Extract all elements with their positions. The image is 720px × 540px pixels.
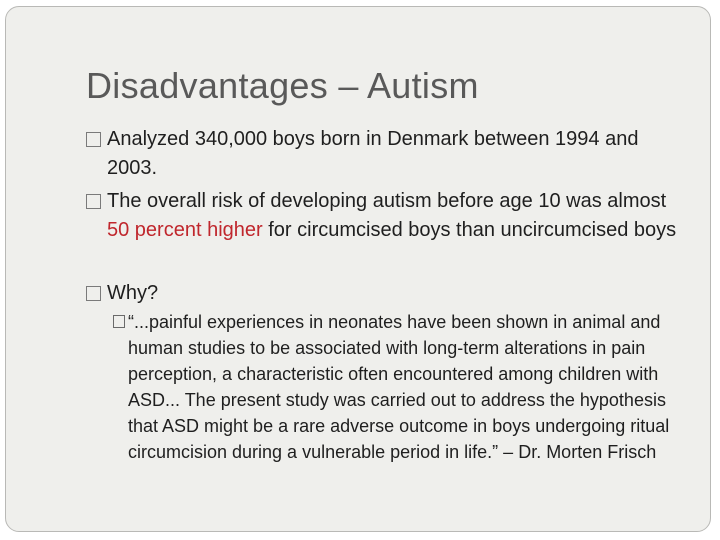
sub-bullet-quote [113, 309, 688, 465]
bullet-text: Why? [107, 282, 159, 304]
checkbox-bullet-icon [86, 286, 101, 301]
bullet-text-before: The overall risk of developing autism before age 10 was almost [107, 190, 667, 212]
bullet-text-after: for circumcised boys than uncircumcised boys [262, 219, 677, 241]
checkbox-bullet-icon [86, 194, 101, 209]
bullet-text: Analyzed 340,000 boys born in Denmark between 1994 and 2003. [107, 128, 639, 179]
bullet-risk [86, 187, 686, 245]
bullet-highlight: 50 percent higher [107, 219, 263, 241]
slide [5, 6, 711, 532]
slide-title: Disadvantages – Autism [86, 65, 479, 106]
bullet-study-size [86, 125, 686, 183]
quote-text: “...painful experiences in neonates have been shown in animal and human studies to be associated with long-term alterations in pain perception, a characteristic often encountered among children with ASD... The present study was carried out to address the hypothesis that ASD might be a rare adverse outcome in boys undergoing ritual circumcision during a vulnerable period in life.” – Dr. Morten Frisch [128, 312, 670, 462]
checkbox-bullet-icon [86, 132, 101, 147]
bullet-why [86, 279, 686, 308]
sub-bullet-icon [113, 315, 125, 328]
